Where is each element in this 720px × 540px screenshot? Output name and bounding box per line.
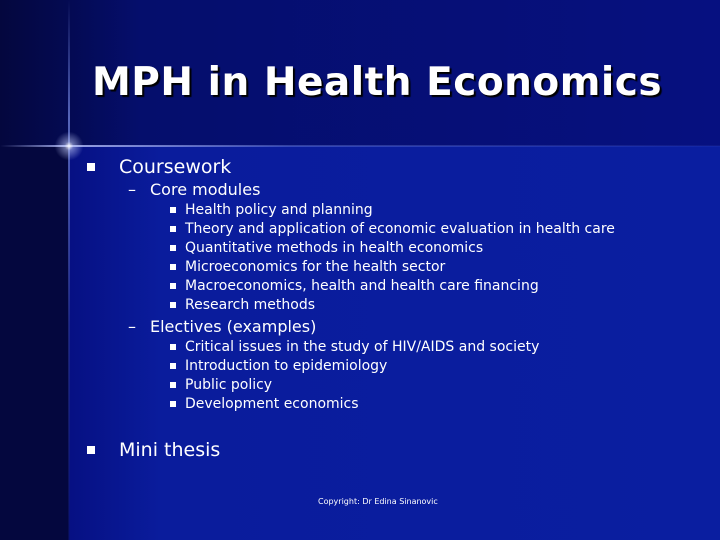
list-item: [170, 396, 359, 412]
decorative-vertical-line: [68, 0, 70, 540]
square-bullet-icon: [170, 363, 176, 369]
list-item-text: Development economics: [185, 396, 359, 412]
list-item: [170, 377, 272, 393]
list-item: [170, 221, 615, 237]
dash-bullet: –: [128, 180, 136, 199]
subbullet-text: Electives (examples): [150, 317, 317, 336]
list-item: [170, 358, 387, 374]
square-bullet-icon: [170, 382, 176, 388]
square-bullet-icon: [170, 283, 176, 289]
list-item-text: Introduction to epidemiology: [185, 358, 388, 374]
list-item: [170, 240, 483, 256]
slide-title: MPH in Health Economics: [92, 60, 663, 105]
square-bullet-icon: [170, 344, 176, 350]
square-bullet-icon: [170, 245, 176, 251]
square-bullet-icon: [170, 302, 176, 308]
subbullet-core-modules: [128, 180, 260, 199]
bullet-text: Mini thesis: [119, 439, 221, 461]
square-bullet-icon: [170, 264, 176, 270]
decorative-horizontal-line: [0, 145, 720, 147]
bullet-text: Coursework: [119, 156, 232, 178]
square-bullet-icon: [87, 446, 95, 454]
square-bullet-icon: [87, 163, 95, 171]
subbullet-electives: [128, 317, 316, 336]
subbullet-text: Core modules: [150, 180, 261, 199]
copyright-footer: Copyright: Dr Edina Sinanovic: [318, 497, 438, 506]
square-bullet-icon: [170, 207, 176, 213]
decorative-sparkle: [52, 129, 86, 163]
list-item-text: Quantitative methods in health economics: [185, 240, 484, 256]
list-item: [170, 278, 539, 294]
square-bullet-icon: [170, 401, 176, 407]
list-item-text: Macroeconomics, health and health care financing: [185, 278, 539, 294]
list-item-text: Microeconomics for the health sector: [185, 259, 446, 275]
list-item: [170, 297, 315, 313]
list-item-text: Theory and application of economic evaluation in health care: [185, 221, 615, 237]
list-item-text: Critical issues in the study of HIV/AIDS and society: [185, 339, 540, 355]
list-item-text: Public policy: [185, 377, 273, 393]
bullet-coursework: [87, 156, 231, 178]
list-item-text: Health policy and planning: [185, 202, 373, 218]
list-item: [170, 339, 539, 355]
list-item: [170, 259, 445, 275]
list-item: [170, 202, 373, 218]
bullet-mini-thesis: [87, 439, 220, 461]
square-bullet-icon: [170, 226, 176, 232]
dash-bullet: –: [128, 317, 136, 336]
list-item-text: Research methods: [185, 297, 316, 313]
